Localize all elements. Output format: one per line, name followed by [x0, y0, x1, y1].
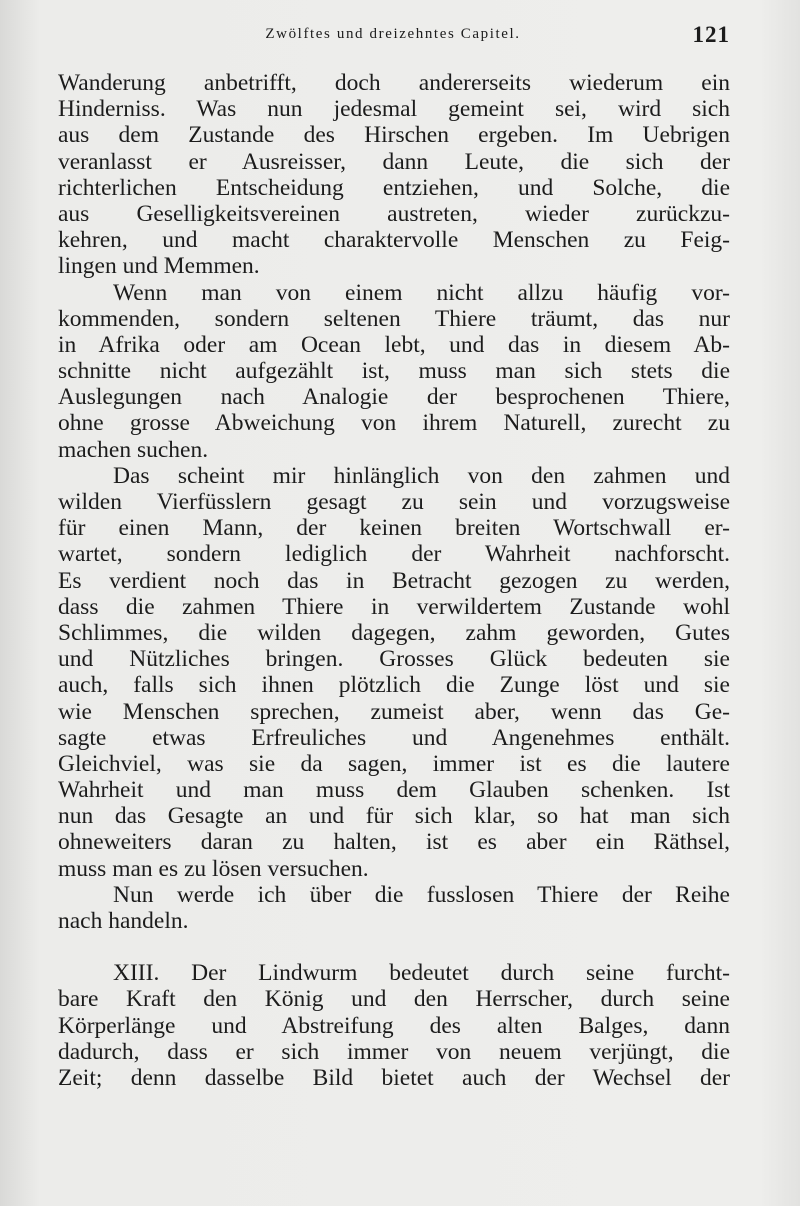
text-line: und Nützliches bringen. Grosses Glück bedeuten sie	[58, 646, 730, 673]
text-line: nach handeln.	[58, 908, 189, 934]
text-line: aus dem Zustande des Hirschen ergeben. Im Uebrigen	[58, 122, 730, 149]
text-line: Wahrheit und man muss dem Glauben schenken. Ist	[58, 777, 730, 804]
text-line: veranlasst er Ausreisser, dann Leute, die sich der	[58, 148, 730, 175]
text-line: wilden Vierfüsslern gesagt zu sein und vorzugsweise	[58, 489, 730, 515]
text-line: Das scheint mir hinlänglich von den zahmen und	[113, 462, 730, 489]
text-line: Körperlänge und Abstreifung des alten Balges, dann	[58, 1012, 730, 1039]
text-line: für einen Mann, der keinen breiten Wortschwall er-	[58, 515, 730, 542]
text-line: Hinderniss. Was nun jedesmal gemeint sei, wird sich	[58, 96, 730, 123]
text-line: machen suchen.	[58, 436, 209, 463]
text-line: dadurch, dass er sich immer von neuem verjüngt, die	[58, 1038, 730, 1065]
text-line: Wenn man von einem nicht allzu häufig vor-	[113, 279, 730, 306]
text-line: Zeit; denn dasselbe Bild bietet auch der Wechsel der	[58, 1064, 730, 1091]
running-head: Zwölftes und dreizehntes Capitel.	[265, 26, 521, 42]
text-line: muss man es zu lösen versuchen.	[58, 855, 369, 882]
text-line: Gleichviel, was sie da sagen, immer ist es die lautere	[58, 750, 730, 777]
text-line: wie Menschen sprechen, zumeist aber, wenn das Ge-	[58, 698, 730, 725]
text-line: richterlichen Entscheidung entziehen, und Solche, die	[58, 174, 730, 201]
text-line: Wanderung anbetrifft, doch andererseits wiederum ein	[58, 70, 730, 96]
text-line: schnitte nicht aufgezählt ist, muss man sich stets die	[58, 358, 730, 385]
text-line: Es verdient noch das in Betracht gezogen zu werden,	[58, 567, 730, 594]
page-number: 121	[692, 22, 730, 47]
text-line: Nun werde ich über die fusslosen Thiere der Reihe	[113, 881, 730, 908]
text-line: in Afrika oder am Ocean lebt, und das in diesem Ab-	[58, 331, 730, 358]
page-header	[56, 22, 730, 52]
text-line: lingen und Memmen.	[58, 253, 260, 280]
text-line: ohneweiters daran zu halten, ist es aber ein Räthsel,	[58, 829, 730, 856]
text-line: bare Kraft den König und den Herrscher, durch seine	[58, 986, 730, 1013]
text-line: auch, falls sich ihnen plötzlich die Zunge löst und sie	[58, 672, 730, 699]
text-line: aus Geselligkeitsvereinen austreten, wieder zurückzu-	[58, 200, 730, 227]
text-line: sagte etwas Erfreuliches und Angenehmes enthält.	[58, 724, 730, 751]
text-line: dass die zahmen Thiere in verwildertem Zustande wohl	[58, 593, 730, 620]
text-line: kehren, und macht charaktervolle Menschen zu Feig-	[58, 227, 730, 254]
text-line: kommenden, sondern seltenen Thiere träumt, das nur	[58, 305, 730, 332]
text-line: Auslegungen nach Analogie der besprochenen Thiere,	[58, 384, 730, 411]
text-line: ohne grosse Abweichung von ihrem Naturell, zurecht zu	[58, 410, 730, 437]
text-line: XIII. Der Lindwurm bedeutet durch seine furcht-	[113, 960, 730, 987]
text-line: Schlimmes, die wilden dagegen, zahm geworden, Gutes	[58, 619, 730, 646]
section-gap	[58, 934, 730, 960]
text-body	[58, 70, 730, 1091]
text-line: wartet, sondern lediglich der Wahrheit nachforscht.	[58, 541, 730, 568]
text-line: nun das Gesagte an und für sich klar, so hat man sich	[58, 803, 730, 830]
